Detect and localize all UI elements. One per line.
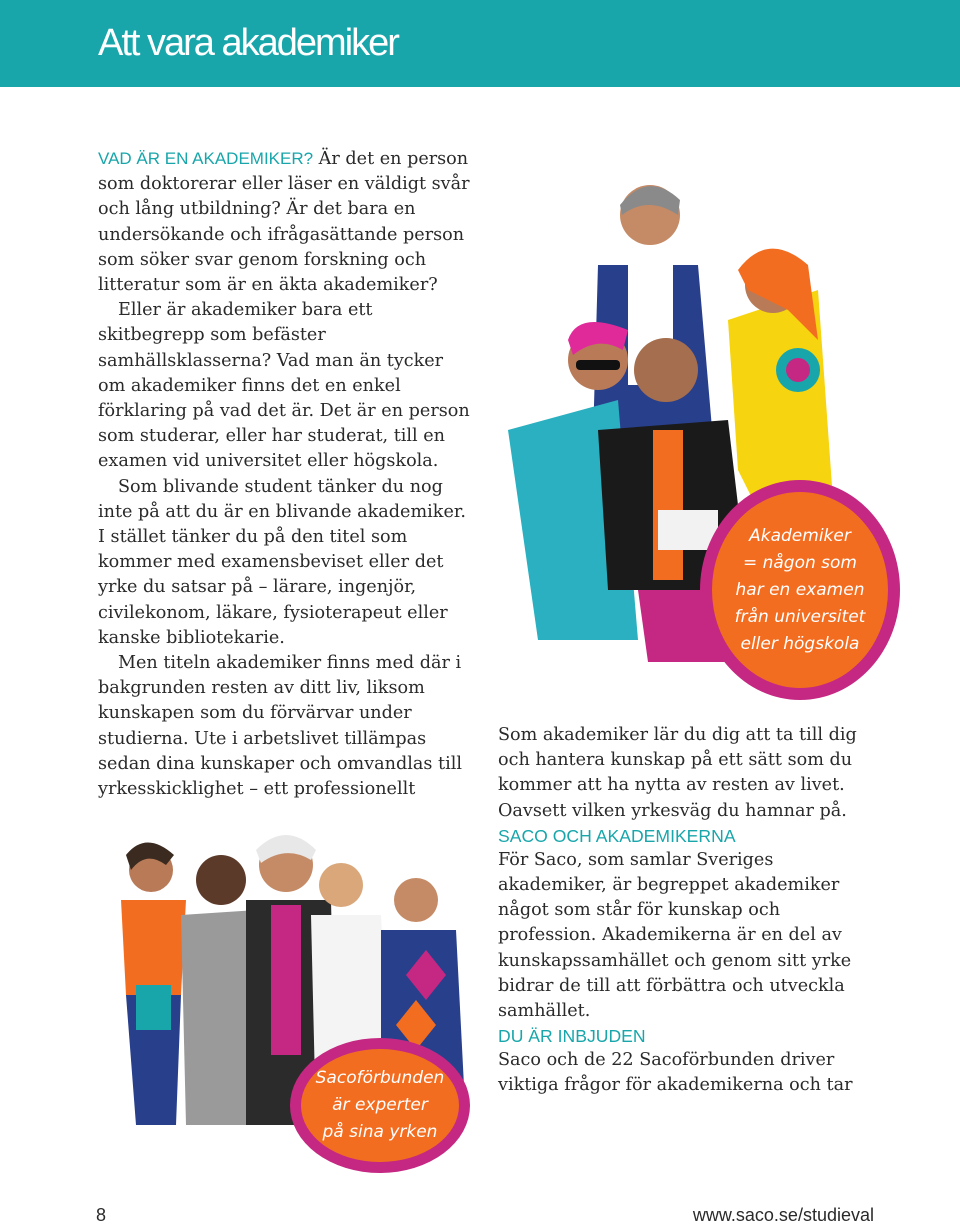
intro-paragraph-1: VAD ÄR EN AKADEMIKER? Är det en person som doktorerar eller läser en väldigt svår och lång utbildning? Är det bara en undersökande och ifrågasättande person som söker svar genom forskning och litteratur som är en äkta akademiker? xyxy=(98,149,470,296)
lead-heading: VAD ÄR EN AKADEMIKER? xyxy=(98,149,314,168)
saco-heading: SACO OCH AKADEMIKERNA xyxy=(498,825,736,846)
akademiker-badge: Akademiker = någon som har en examen från universitet eller högskola xyxy=(700,480,900,700)
footer-url[interactable]: www.saco.se/studieval xyxy=(692,1205,874,1225)
intro-column xyxy=(98,146,470,827)
right-column xyxy=(498,723,858,1099)
saco-paragraph: För Saco, som samlar Sveriges akademiker, är begreppet akademiker något som står för kunskap och profession. Akademikerna är en del av kunskapssamhället och genom sitt yrke bidrar de till att förbättra och utveckla samhället. xyxy=(498,849,852,1022)
right-paragraph-1: Som akademiker lär du dig att ta till dig och hantera kunskap på ett sätt som du kommer att ha nytta av resten av livet. Oavsett vilken yrkesväg du hamnar på. xyxy=(498,725,857,821)
intro-paragraph-3: Som blivande student tänker du nog inte på att du är en blivande akademiker. I stället tänker du på den titel som kommer med examensbeviset eller det yrke du satsar på – lärare, ingenjör, civilekonom, läkare, fysioterapeut eller kanske bibliotekarie. xyxy=(98,476,466,648)
invite-paragraph: Saco och de 22 Sacoförbunden driver viktiga frågor för akademikerna och tar xyxy=(498,1050,853,1096)
sacoforbunden-badge: Sacoförbunden är experter på sina yrken xyxy=(290,1038,470,1173)
intro-paragraph-4: Men titeln akademiker finns med där i bakgrunden resten av ditt liv, liksom kunskapen som du förvärvar under studierna. Ute i arbetslivet tillämpas sedan dina kunskaper och omvandlas till yrkesskicklighet – ett professionellt xyxy=(98,653,462,800)
invite-heading: DU ÄR INBJUDEN xyxy=(498,1026,646,1047)
header-bar xyxy=(0,0,960,87)
page-title: Att vara akademiker xyxy=(98,22,398,64)
page-number: 8 xyxy=(96,1205,107,1225)
intro-paragraph-2: Eller är akademiker bara ett skitbegrepp som befäster samhällsklasserna? Vad man än tycker om akademiker finns det en enkel förklaring på vad det är. Det är en person som studerar, eller har studerat, till en examen vid universitet eller högskola. xyxy=(98,300,470,472)
